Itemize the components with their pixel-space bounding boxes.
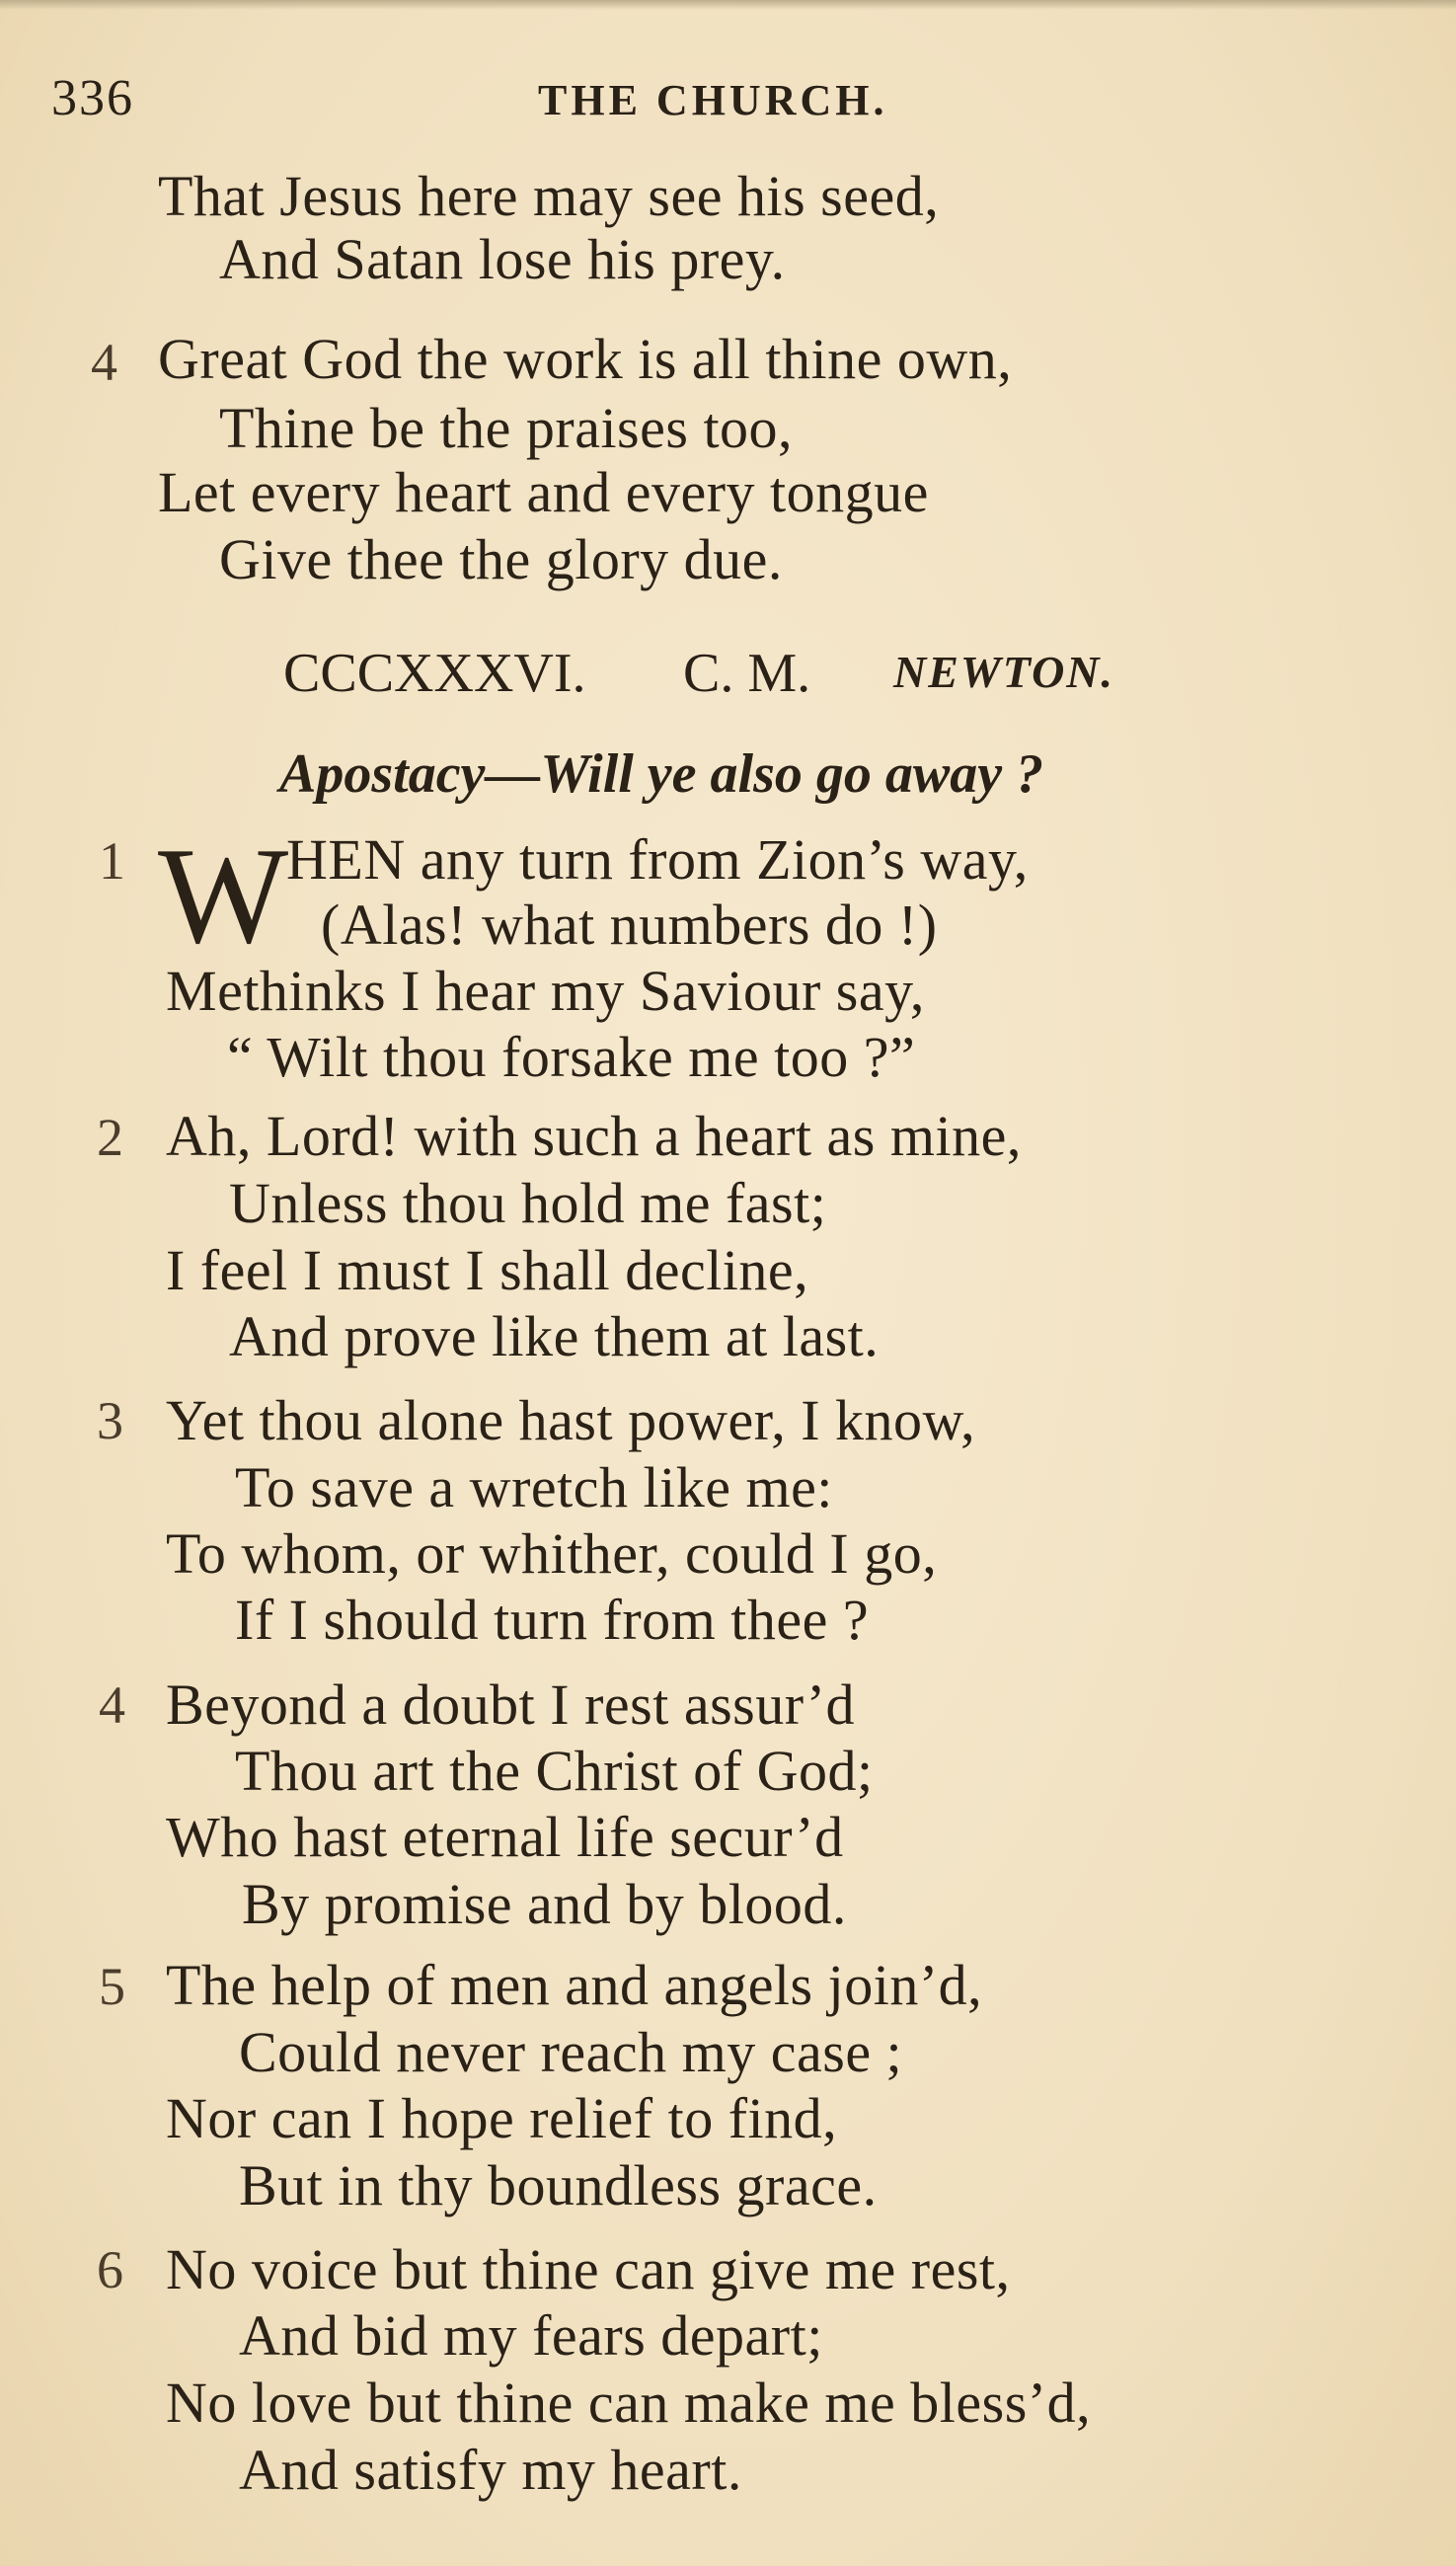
verse-line: No love but thine can make me bless’d,: [166, 2371, 1092, 2435]
verse-line: Unless thou hold me fast;: [229, 1171, 827, 1235]
verse-number: 1: [99, 831, 125, 891]
hymn-number: CCCXXXVI.: [283, 643, 586, 704]
verse-line: But in thy boundless grace.: [239, 2153, 878, 2217]
verse-number: 3: [97, 1391, 123, 1450]
verse-line: And prove like them at last.: [229, 1304, 880, 1368]
hymn-meter: C. M.: [683, 643, 811, 704]
verse-line: And Satan lose his prey.: [219, 227, 786, 291]
page-header: [0, 69, 1456, 148]
page-top-edge: [0, 0, 1456, 10]
verse-number: 4: [91, 333, 117, 392]
hymn-heading: [0, 642, 1456, 711]
verse-line: HEN any turn from Zion’s way,: [286, 827, 1029, 892]
verse-line: To whom, or whither, could I go,: [166, 1521, 938, 1586]
drop-cap: W: [158, 819, 289, 972]
verse-line: Let every heart and every tongue: [158, 460, 929, 524]
hymn-subtitle: Apostacy—Will ye also go away ?: [279, 743, 1044, 805]
verse-line: And bid my fears depart;: [239, 2303, 823, 2368]
verse-line: That Jesus here may see his seed,: [158, 164, 940, 228]
verse-line: If I should turn from thee ?: [235, 1588, 870, 1652]
verse-line: Methinks I hear my Saviour say,: [166, 959, 925, 1023]
verse-line: No voice but thine can give me rest,: [166, 2237, 1011, 2301]
verse-line: Thine be the praises too,: [219, 396, 794, 460]
hymn-author: NEWTON.: [893, 647, 1115, 697]
verse-number: 5: [99, 1957, 125, 2016]
verse-line: To save a wretch like me:: [235, 1455, 833, 1519]
verse-line: Nor can I hope relief to find,: [166, 2086, 838, 2150]
verse-line: By promise and by blood.: [242, 1872, 847, 1936]
verse-line: Beyond a doubt I rest assur’d: [166, 1672, 856, 1737]
verse-line: Thou art the Christ of God;: [235, 1739, 874, 1803]
verse-number: 6: [97, 2240, 123, 2299]
verse-line: “ Wilt thou forsake me too ?”: [227, 1025, 916, 1089]
verse-line: Ah, Lord! with such a heart as mine,: [166, 1104, 1022, 1168]
verse-line: Who hast eternal life secur’d: [166, 1805, 844, 1869]
verse-line: (Alas! what numbers do !): [321, 893, 938, 957]
verse-line: Great God the work is all thine own,: [158, 327, 1013, 391]
verse-line: The help of men and angels join’d,: [166, 1953, 983, 2017]
verse-line: And satisfy my heart.: [239, 2438, 742, 2502]
verse-number: 2: [97, 1108, 123, 1167]
verse-line: Yet thou alone hast power, I know,: [166, 1388, 976, 1452]
verse-line: Could never reach my case ;: [239, 2020, 903, 2084]
running-head: THE CHURCH.: [538, 76, 888, 124]
page-number: 336: [51, 70, 134, 126]
verse-line: Give thee the glory due.: [219, 527, 783, 591]
verse-line: I feel I must I shall decline,: [166, 1238, 809, 1302]
verse-number: 4: [99, 1675, 125, 1735]
